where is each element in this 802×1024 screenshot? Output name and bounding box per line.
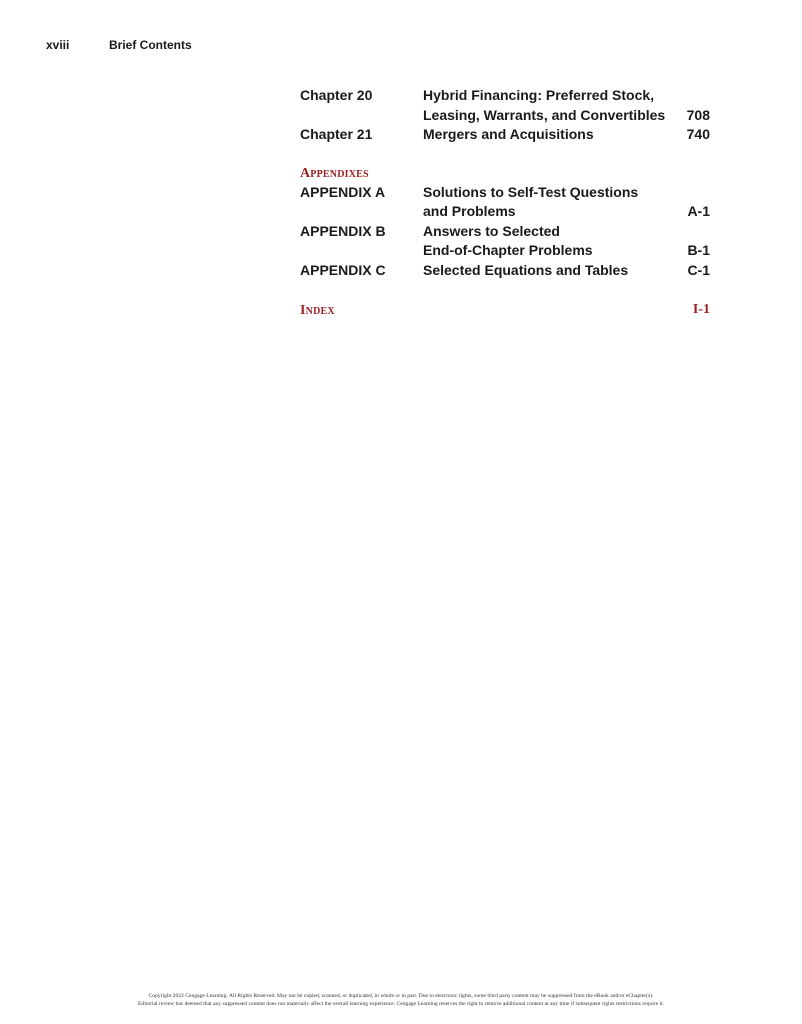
appendix-title-line: Selected Equations and Tables (423, 261, 629, 278)
chapter-label: Chapter 20 (300, 87, 373, 103)
index-page-number: I-1 (692, 302, 710, 317)
appendixes-heading: Appendixes (300, 165, 369, 181)
chapter-title (423, 125, 668, 145)
toc-entry-appendix-a[interactable] (300, 183, 712, 222)
appendix-title (423, 183, 668, 222)
toc-entry-chapter-20[interactable] (300, 86, 712, 125)
appendix-label: APPENDIX C (300, 261, 386, 278)
running-header (46, 38, 192, 52)
toc-entry-appendix-b[interactable] (300, 222, 712, 261)
appendix-page-number: C-1 (687, 261, 710, 278)
appendix-title (423, 222, 668, 261)
appendix-title-line: and Problems (423, 203, 516, 219)
appendix-title-line: Answers to Selected (423, 222, 560, 239)
table-of-contents (300, 86, 712, 320)
page-number: xviii (46, 38, 70, 52)
chapter-title-line: Hybrid Financing: Preferred Stock, (423, 87, 655, 103)
appendix-title-line: End-of-Chapter Problems (423, 242, 593, 258)
chapter-title-line: Leasing, Warrants, and Convertibles (423, 106, 666, 123)
chapter-page-number: 708 (686, 106, 710, 123)
chapter-title-line: Mergers and Acquisitions (423, 126, 594, 142)
toc-entry-appendix-c[interactable] (300, 261, 712, 281)
chapter-page-number: 740 (686, 126, 710, 142)
copyright-footer (0, 993, 802, 1008)
appendix-page-number: A-1 (687, 203, 710, 219)
appendix-title-line: Solutions to Self-Test Questions (423, 183, 639, 200)
chapter-label: Chapter 21 (300, 126, 373, 142)
toc-entry-chapter-21[interactable] (300, 125, 712, 145)
running-title: Brief Contents (109, 38, 192, 52)
appendix-label: APPENDIX B (300, 222, 386, 239)
toc-entry-index[interactable] (300, 300, 712, 320)
index-heading: Index (300, 303, 335, 318)
copyright-line: Copyright 2022 Cengage Learning. All Rights Reserved. May not be copied, scanned, or duplicated, in whole or in part. Due to electronic rights, some third party content may be suppressed from the eBook and/or eChapter(s). (148, 993, 654, 999)
appendix-title (423, 261, 668, 281)
appendix-page-number: B-1 (687, 242, 710, 258)
appendix-label: APPENDIX A (300, 183, 386, 200)
chapter-title (423, 86, 668, 125)
copyright-line: Editorial review has deemed that any suppressed content does not materially affect the overall learning experience. Cengage Learning reserves the right to remove additional content at any time if subsequent rights restrictions require it. (138, 1000, 664, 1007)
